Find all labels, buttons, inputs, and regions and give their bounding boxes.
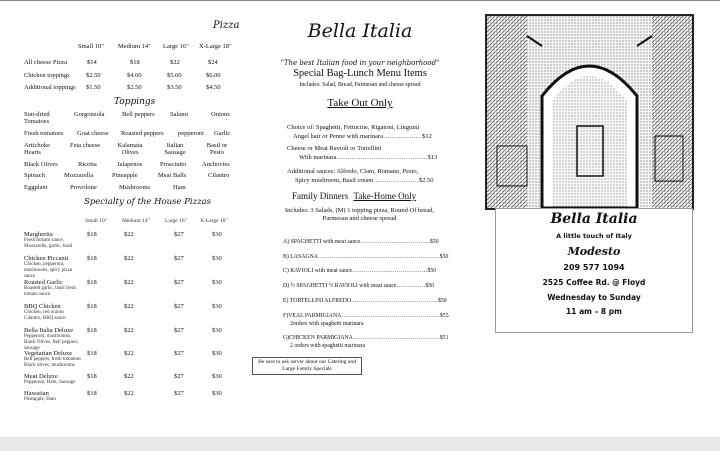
size-label: Small 10" xyxy=(85,218,107,224)
specialty-price: $30 xyxy=(212,255,222,262)
topping: Bell peppers xyxy=(122,111,155,118)
size-medium: Medium 14" xyxy=(118,43,151,50)
family-item xyxy=(283,282,463,290)
price: $22 xyxy=(170,59,180,66)
topping: Feta cheese xyxy=(70,142,101,149)
specialty-price: $22 xyxy=(124,390,134,397)
lunch-item xyxy=(287,123,457,141)
specialty-price: $30 xyxy=(212,303,222,310)
price: $14 xyxy=(87,59,97,66)
specialty-price: $18 xyxy=(87,373,97,380)
topping: Provolone xyxy=(70,184,97,191)
lunch-item-line: Choice of: Spaghetti, Fettucine, Rigatoni, Linguini xyxy=(287,124,420,131)
pizza-header: Pizza xyxy=(213,20,240,31)
card-city: Modesto xyxy=(567,245,621,258)
specialty-price: $27 xyxy=(174,327,184,334)
topping: Italian Sausage xyxy=(164,142,186,156)
topping: Meat Balls xyxy=(158,172,187,179)
topping: Mushrooms xyxy=(119,184,151,191)
family-item-sub: 2orders with spaghetti marinara xyxy=(290,321,364,327)
specialty-name: Hawaiian xyxy=(24,390,49,397)
size-label: Large 16" xyxy=(165,218,187,224)
specialty-price: $22 xyxy=(124,373,134,380)
family-take-home: Take-Home Only xyxy=(353,191,417,201)
price: $5.00 xyxy=(167,72,182,79)
specialty-name: Roasted Garlic xyxy=(24,279,63,286)
specialty-price: $27 xyxy=(174,255,184,262)
topping: Eggplant xyxy=(24,184,48,191)
topping: Jalapenos xyxy=(117,161,143,168)
card-address: 2525 Coffee Rd. @ Floyd xyxy=(542,278,646,287)
card-subtitle: A little touch of Italy xyxy=(556,232,632,240)
size-xlarge: X-Large 18" xyxy=(199,43,232,50)
price: $6.00 xyxy=(206,72,221,79)
family-heading xyxy=(292,191,416,201)
topping: Kalamata Olives xyxy=(117,142,143,156)
specialty-price: $18 xyxy=(87,303,97,310)
specialty-size-header xyxy=(24,218,234,226)
specialty-price: $27 xyxy=(174,390,184,397)
specialty-price: $22 xyxy=(124,303,134,310)
family-item-label: A) SPAGHETTI with meat sauce………………………………$50 xyxy=(283,239,439,245)
family-item-label: D) ½ SPAGHETTI ½ RAVIOLI with meat sauce……………$50 xyxy=(283,283,435,289)
specialty-price: $18 xyxy=(87,231,97,238)
topping: Ham xyxy=(173,184,186,191)
specialty-desc: Roasted garlic, basil fresh tomato sauce xyxy=(24,286,76,297)
card-phone: 209 577 1094 xyxy=(563,263,625,272)
lunch-item-line: With marinara……………………………………$13 xyxy=(299,154,438,161)
topping: Basil or Pesto xyxy=(206,142,228,156)
restaurant-title: Bella Italia xyxy=(307,20,413,42)
specialty-price: $27 xyxy=(174,350,184,357)
family-item-label: B) LASAGNA………………………………………………………$50 xyxy=(283,254,449,260)
card-title: Bella Italia xyxy=(550,211,638,227)
topping: Salami xyxy=(170,111,189,118)
lunch-item-line: Additional sauces: Alfredo, Clam, Romano, Pesto, xyxy=(287,168,419,175)
price: $4.50 xyxy=(206,84,221,91)
pizza-name: Additional toppings xyxy=(24,84,76,91)
size-label: X-Large 18" xyxy=(200,218,228,224)
tagline: "The best Italian food in your neighborhood" xyxy=(280,59,440,67)
specialty-price: $22 xyxy=(124,255,134,262)
lunch-item xyxy=(287,144,457,162)
topping: Anchovies xyxy=(202,161,230,168)
family-item-sub: 2 orders with spaghetti marinara xyxy=(290,343,366,349)
bottom-bar xyxy=(0,437,720,451)
price: $3.50 xyxy=(167,84,182,91)
includes-note: Includes: Salad, Bread, Parmesan and cheese spread xyxy=(299,82,421,88)
specialty-price: $30 xyxy=(212,373,222,380)
price: $18 xyxy=(130,59,140,66)
specialty-name: Bella Italia Deluxe xyxy=(24,327,74,334)
specialty-header: Specialty of the House Pizzas xyxy=(84,197,211,207)
specialty-price: $30 xyxy=(212,279,222,286)
specialty-price: $18 xyxy=(87,255,97,262)
family-item xyxy=(283,297,463,305)
specialty-price: $30 xyxy=(212,327,222,334)
restaurant-photo xyxy=(485,14,694,210)
topping: Sun-dried Tomatoes xyxy=(24,111,50,125)
family-item-label: E) TORTELLINI ALFREDO………………………………………$50 xyxy=(283,298,447,304)
specialty-name: Vegetarian Deluxe xyxy=(24,350,73,357)
lunch-item-line: Spicy mushroom, Basil cream…………………$2.50 xyxy=(295,177,434,184)
specialty-price: $30 xyxy=(212,231,222,238)
family-item-label: C) RAVIOLI with meat sauce…………………………………$50 xyxy=(283,268,437,274)
family-label: Family Dinners xyxy=(292,191,349,201)
topping: Fresh tomatoes xyxy=(24,130,64,137)
specialty-name: Meat Deluxe xyxy=(24,373,58,380)
catering-note: Be sure to ask server about our Catering and Large Family Specials xyxy=(252,357,362,375)
specialty-price: $27 xyxy=(174,303,184,310)
family-item xyxy=(283,238,463,246)
price: $2.50 xyxy=(86,72,101,79)
lunch-item-line: Angel hair or Penne with marinara………………$12 xyxy=(293,133,432,140)
lunch-item-line: Cheese or Meat Ravioli or Tortellini xyxy=(287,145,382,152)
pizza-size-header xyxy=(24,43,234,53)
top-border xyxy=(0,0,720,1)
toppings-header: Toppings xyxy=(114,97,156,107)
pizza-name: Chicken toppings xyxy=(24,72,70,79)
topping: Pineapple xyxy=(112,172,138,179)
specialty-price: $18 xyxy=(87,390,97,397)
family-item xyxy=(283,312,463,328)
specialty-price: $27 xyxy=(174,231,184,238)
specialty-price: $30 xyxy=(212,390,222,397)
family-item xyxy=(283,253,463,261)
topping: Spinach xyxy=(24,172,45,179)
specialty-desc: Pepperoni, mushrooms, Black Olives, Bell peppers, sausage xyxy=(24,334,79,351)
pizza-name: All cheese Pizza xyxy=(24,59,67,66)
specialty-price: $18 xyxy=(87,279,97,286)
family-includes: Includes: 3 Salads, (M) 1 topping pizza, Round Of bread, Parmesan and cheese spread xyxy=(284,207,435,222)
specialty-name: BBQ Chicken xyxy=(24,303,61,310)
specialty-price: $22 xyxy=(124,350,134,357)
specialty-price: $27 xyxy=(174,373,184,380)
topping: Cilantro xyxy=(208,172,230,179)
card-hours: 11 am – 8 pm xyxy=(566,307,622,316)
size-large: Large 16" xyxy=(163,43,189,50)
price: $4.00 xyxy=(127,72,142,79)
specialty-desc: Pineapple, Ham xyxy=(24,397,56,402)
family-item xyxy=(283,267,463,275)
size-small: Small 10" xyxy=(78,43,104,50)
specialty-price: $22 xyxy=(124,231,134,238)
price: $1.50 xyxy=(86,84,101,91)
topping: Garlic xyxy=(214,130,231,137)
topping: Gorgonzola xyxy=(74,111,105,118)
topping: Ricotta xyxy=(78,161,97,168)
specialty-desc: Fresh tomato sauce, Mozzarella, garlic, basil xyxy=(24,238,73,249)
topping: Roasted peppers xyxy=(121,130,164,137)
topping: Prosciutto xyxy=(160,161,187,168)
specialty-desc: Chicken, red onions Cilantro, BBQ sauce xyxy=(24,310,66,321)
topping: Goat cheese xyxy=(77,130,109,137)
archway-illustration xyxy=(487,16,692,208)
take-out-heading: Take Out Only xyxy=(327,97,393,109)
specialty-price: $27 xyxy=(174,279,184,286)
price: $2.50 xyxy=(127,84,142,91)
topping: pepperoni xyxy=(178,130,204,137)
topping: Black Olives xyxy=(24,161,58,168)
topping: Mozzarella xyxy=(64,172,94,179)
specialty-price: $22 xyxy=(124,279,134,286)
lunch-item xyxy=(287,167,457,185)
specialty-price: $18 xyxy=(87,327,97,334)
specialty-price: $18 xyxy=(87,350,97,357)
specialty-price: $30 xyxy=(212,350,222,357)
price: $24 xyxy=(208,59,218,66)
specialty-desc: Pepperoni, Ham, Sausage xyxy=(24,380,76,385)
special-title: Special Bag-Lunch Menu Items xyxy=(293,68,427,79)
family-item xyxy=(283,334,463,350)
family-item-label: F)VEAL PARMIGIANA……………………………………………$55 xyxy=(283,313,449,319)
size-label: Medium 14" xyxy=(122,218,150,224)
card-days: Wednesday to Sunday xyxy=(547,293,641,302)
specialty-price: $22 xyxy=(124,327,134,334)
specialty-name: Chicken Piccanti xyxy=(24,255,69,262)
specialty-desc: Bell peppers, fresh tomatoes Black olives, mushrooms xyxy=(24,357,81,368)
family-item-label: G)CHICKEN PARMIGIANA………………………………………$51 xyxy=(283,335,449,341)
specialty-desc: Chicken, pepperoni, mushrooms, spicy pizza sauce xyxy=(24,262,73,279)
specialty-name: Margherita xyxy=(24,231,53,238)
info-card xyxy=(495,208,693,333)
topping: Artichoke Hearts xyxy=(24,142,50,156)
topping: Onions xyxy=(211,111,230,118)
